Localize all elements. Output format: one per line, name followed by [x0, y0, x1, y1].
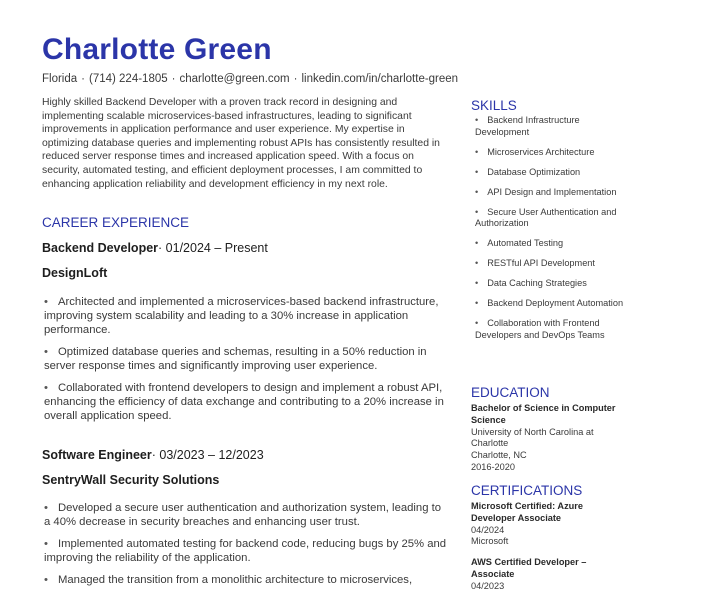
certification-name: AWS Certified Developer – Associate	[471, 557, 587, 579]
education-location: Charlotte, NC	[471, 450, 527, 461]
certification-entry	[471, 501, 606, 548]
separator: ·	[293, 73, 298, 85]
list-item: • Managed the transition from a monolithic architecture to microservices,	[44, 573, 450, 587]
job-title	[42, 448, 264, 462]
list-item: • Backend Deployment Automation	[475, 298, 635, 310]
summary: Highly skilled Backend Developer with a proven track record in designing and implementing scalable microservices-based infrastructures, leading to significant improvements in application performance and user experience. My expertise in optimizing database queries and implementing robust APIs has consistently resulted in reduced server response times and increased application speed. With a focus on security, automated testing, and efficient deployment processes, I am committed to enhancing application reliability and development efficiency in my next role.	[42, 97, 440, 190]
separator: ·	[171, 73, 176, 85]
list-item: • RESTful API Development	[475, 258, 635, 270]
experience-heading: CAREER EXPERIENCE	[42, 215, 190, 230]
job-bullets	[44, 501, 450, 595]
education-entry	[471, 403, 626, 474]
list-item: • Implemented automated testing for backend code, reducing bugs by 25% and improving the reliability of the application.	[44, 537, 450, 565]
job-title	[42, 241, 268, 255]
company-name: DesignLoft	[42, 266, 108, 280]
list-item: • Developed a secure user authentication and authorization system, leading to a 40% decrease in security breaches and enhancing user trust.	[44, 501, 450, 529]
certification-name: Microsoft Certified: Azure Developer Associate	[471, 501, 583, 523]
certification-date: 04/2024	[471, 524, 505, 535]
list-item: • Collaboration with Frontend Developers and DevOps Teams	[475, 318, 635, 341]
list-item: • Backend Infrastructure Development	[475, 115, 635, 138]
job-dates: · 01/2024 – Present	[158, 241, 268, 255]
email-link[interactable]: charlotte@green.com	[179, 73, 290, 85]
skills-list	[475, 115, 635, 350]
candidate-name: Charlotte Green	[42, 33, 272, 66]
certification-issuer: Microsoft	[471, 536, 509, 547]
list-item: • Secure User Authentication and Authorization	[475, 207, 635, 230]
certifications-heading: CERTIFICATIONS	[471, 483, 583, 498]
education-dates: 2016-2020	[471, 461, 515, 472]
job-role: Software Engineer	[42, 448, 152, 462]
skills-heading: SKILLS	[471, 98, 517, 113]
certification-entry	[471, 557, 606, 592]
degree: Bachelor of Science in Computer Science	[471, 403, 616, 425]
separator: ·	[81, 73, 85, 85]
list-item: • Database Optimization	[475, 167, 635, 179]
education-heading: EDUCATION	[471, 385, 550, 400]
job-dates: · 03/2023 – 12/2023	[151, 448, 264, 462]
list-item: • Microservices Architecture	[475, 147, 635, 159]
list-item: • Data Caching Strategies	[475, 278, 635, 290]
list-item: • Automated Testing	[475, 238, 635, 250]
phone: (714) 224-1805	[89, 73, 168, 85]
job-role: Backend Developer	[42, 241, 159, 255]
list-item: • API Design and Implementation	[475, 187, 635, 199]
school: University of North Carolina at Charlotte	[471, 426, 594, 449]
contact-line	[42, 73, 458, 85]
job-bullets	[44, 295, 450, 431]
list-item: • Collaborated with frontend developers to design and implement a robust API, enhancing the efficiency of data exchange and contributing to a 20% increase in overall application speed.	[44, 381, 450, 424]
list-item: • Architected and implemented a microservices-based backend infrastructure, improving system scalability and leading to a 30% increase in application performance.	[44, 295, 450, 338]
list-item: • Optimized database queries and schemas, resulting in a 50% reduction in server response times and significantly improving user experience.	[44, 345, 450, 373]
location: Florida	[42, 73, 78, 85]
company-name: SentryWall Security Solutions	[42, 473, 220, 487]
linkedin-link[interactable]: linkedin.com/in/charlotte-green	[301, 73, 459, 85]
certification-date: 04/2023	[471, 580, 505, 591]
